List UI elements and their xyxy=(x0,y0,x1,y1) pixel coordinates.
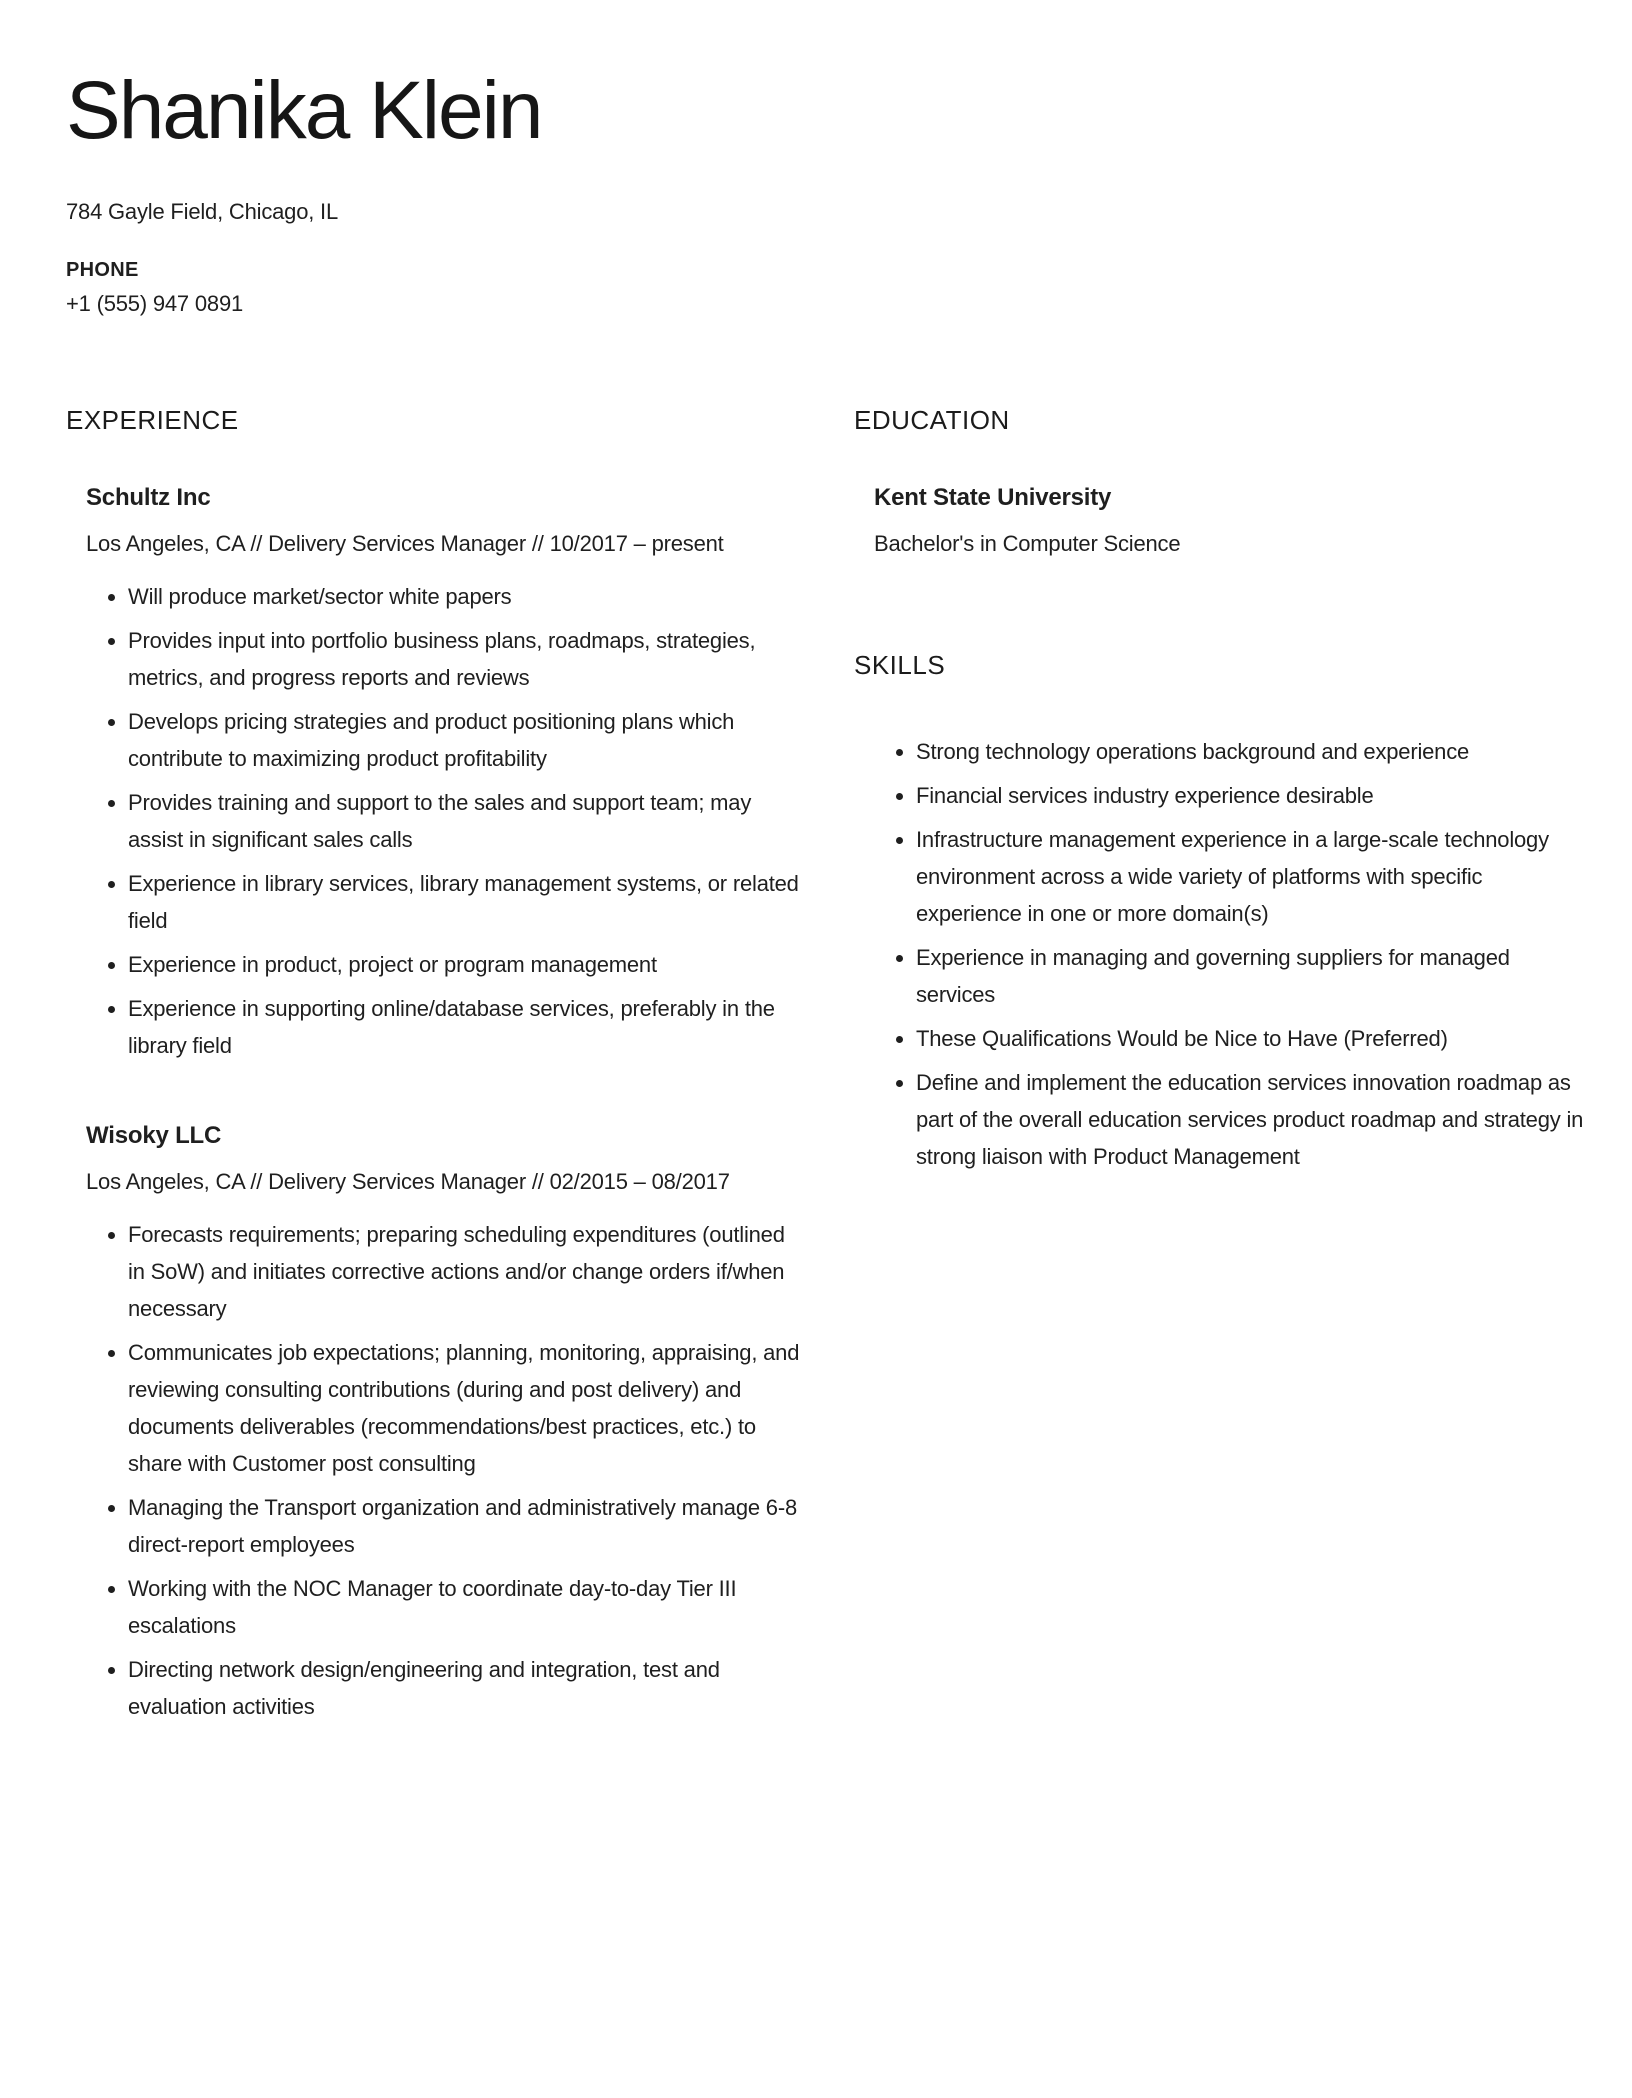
bullet-item: • Experience in supporting online/database services, preferably in the library field xyxy=(128,990,800,1064)
candidate-address: 784 Gayle Field, Chicago, IL xyxy=(66,198,338,224)
school-name: Kent State University xyxy=(874,483,1112,511)
skill-item: • Experience in managing and governing suppliers for managed services xyxy=(916,939,1592,1013)
degree: Bachelor's in Computer Science xyxy=(874,530,1181,556)
bullet-item: • Will produce market/sector white papers xyxy=(128,578,800,615)
company-name: Schultz Inc xyxy=(86,483,211,511)
education-section-title: EDUCATION xyxy=(854,404,1010,435)
bullet-item: • Experience in library services, library management systems, or related field xyxy=(128,865,800,939)
skill-item: • Infrastructure management experience in a large-scale technology environment across a wide variety of platforms with specific experience in one or more domain(s) xyxy=(916,821,1592,932)
job-entry-schultz xyxy=(66,484,804,1064)
skill-item: • Strong technology operations background and experience xyxy=(916,733,1592,770)
resume-header xyxy=(66,60,1592,317)
skill-item: • These Qualifications Would be Nice to Have (Preferred) xyxy=(916,1020,1592,1057)
bullet-item: • Develops pricing strategies and product positioning plans which contribute to maximizing product profitability xyxy=(128,703,800,777)
bullet-item: • Provides training and support to the sales and support team; may assist in significant sales calls xyxy=(128,784,800,858)
skill-item: • Financial services industry experience desirable xyxy=(916,777,1592,814)
job-meta: Los Angeles, CA // Delivery Services Manager // 10/2017 – present xyxy=(86,530,724,556)
experience-section-title: EXPERIENCE xyxy=(66,404,239,435)
company-name: Wisoky LLC xyxy=(86,1121,222,1149)
bullet-item: • Experience in product, project or program management xyxy=(128,946,800,983)
phone-number: +1 (555) 947 0891 xyxy=(66,290,244,316)
left-column xyxy=(66,405,804,1732)
job-entry-wisoky xyxy=(66,1122,804,1725)
candidate-name: Shanika Klein xyxy=(66,65,542,156)
job-bullet-list xyxy=(86,1216,804,1725)
experience-section xyxy=(66,405,804,1725)
bullet-item: • Communicates job expectations; planning, monitoring, appraising, and reviewing consulting contributions (during and post delivery) and documents deliverables (recommendations/best practices, etc.) to share with Customer post consulting xyxy=(128,1334,800,1482)
education-section xyxy=(854,405,1592,564)
job-meta: Los Angeles, CA // Delivery Services Manager // 02/2015 – 08/2017 xyxy=(86,1168,730,1194)
bullet-item: • Working with the NOC Manager to coordinate day-to-day Tier III escalations xyxy=(128,1570,800,1644)
right-column xyxy=(854,405,1592,1732)
job-bullet-list xyxy=(86,578,804,1064)
bullet-item: • Managing the Transport organization and administratively manage 6-8 direct-report employees xyxy=(128,1489,800,1563)
skills-bullet-list xyxy=(854,733,1592,1175)
bullet-item: • Provides input into portfolio business plans, roadmaps, strategies, metrics, and progress reports and reviews xyxy=(128,622,800,696)
skill-item: • Define and implement the education services innovation roadmap as part of the overall education services product roadmap and strategy in strong liaison with Product Management xyxy=(916,1064,1592,1175)
skills-section-title: SKILLS xyxy=(854,649,946,680)
phone-label: PHONE xyxy=(66,258,139,281)
bullet-item: • Directing network design/engineering and integration, test and evaluation activities xyxy=(128,1651,800,1725)
skills-section xyxy=(854,650,1592,1175)
resume-body xyxy=(66,405,1592,1732)
education-entry xyxy=(854,484,1592,564)
bullet-item: • Forecasts requirements; preparing scheduling expenditures (outlined in SoW) and initiates corrective actions and/or change orders if/when necessary xyxy=(128,1216,800,1327)
